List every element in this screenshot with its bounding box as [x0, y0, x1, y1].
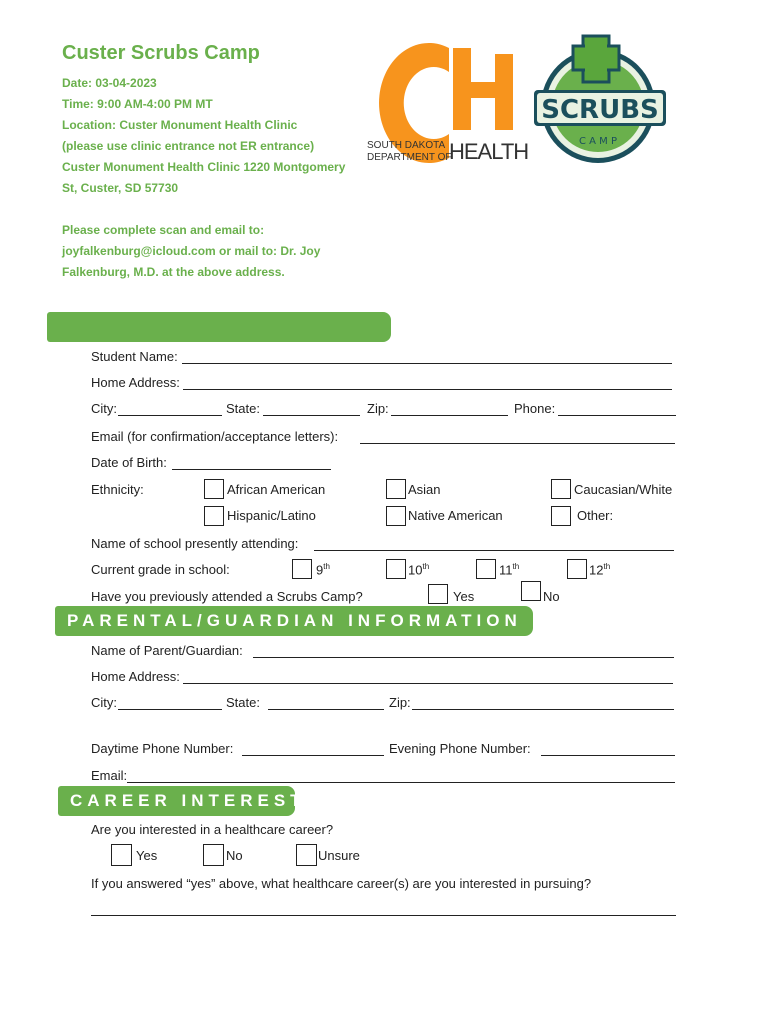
parent-home-address-field[interactable] [183, 683, 673, 684]
city-label: City: [91, 401, 117, 416]
sd-health-logo-line2: DEPARTMENT OF [367, 152, 452, 163]
parent-state-label: State: [226, 695, 260, 710]
grade-12-checkbox[interactable] [567, 559, 587, 579]
scrubs-logo-word: SCRUBS [541, 95, 659, 125]
student-name-field[interactable] [182, 363, 672, 364]
ethnicity-option-hispanic: Hispanic/Latino [227, 508, 316, 523]
previous-yes-checkbox[interactable] [428, 584, 448, 604]
career-question-label: Are you interested in a healthcare career? [91, 822, 334, 837]
ethnicity-hispanic-checkbox[interactable] [204, 506, 224, 526]
career-followup-field[interactable] [91, 915, 676, 916]
state-field[interactable] [263, 415, 360, 416]
parent-state-field[interactable] [268, 709, 384, 710]
city-field[interactable] [118, 415, 222, 416]
page-title: Custer Scrubs Camp [62, 42, 260, 64]
parent-city-field[interactable] [118, 709, 222, 710]
student-section-banner [47, 312, 391, 342]
school-field[interactable] [314, 550, 674, 551]
career-section-banner: CAREER INTEREST [58, 786, 295, 816]
ethnicity-option-other: Other: [577, 508, 614, 523]
previous-no-checkbox[interactable] [521, 581, 541, 601]
career-no-label: No [226, 848, 243, 863]
instructions-line2: joyfalkenburg@icloud.com or mail to: Dr. Joy [62, 244, 321, 258]
clinic-address-line1: Custer Monument Health Clinic 1220 Montgomery [62, 160, 346, 174]
career-yes-checkbox[interactable] [111, 844, 132, 866]
grade-11-label: 11th [499, 562, 520, 578]
parent-city-label: City: [91, 695, 117, 710]
scrubs-camp-logo [528, 34, 670, 166]
email-label: Email (for confirmation/acceptance letters): [91, 429, 339, 444]
zip-label: Zip: [367, 401, 389, 416]
scrubs-camp-logo-badge [528, 34, 670, 166]
entrance-note: (please use clinic entrance not ER entrance) [62, 139, 315, 153]
career-unsure-label: Unsure [318, 848, 360, 863]
daytime-phone-label: Daytime Phone Number: [91, 741, 234, 756]
school-label: Name of school presently attending: [91, 536, 299, 551]
ethnicity-other-checkbox[interactable] [551, 506, 571, 526]
phone-field[interactable] [558, 415, 676, 416]
parent-zip-field[interactable] [412, 709, 674, 710]
sd-health-logo-line1: SOUTH DAKOTA [367, 140, 446, 151]
sd-health-logo-word: HEALTH [449, 139, 529, 164]
career-unsure-checkbox[interactable] [296, 844, 317, 866]
grade-11-checkbox[interactable] [476, 559, 496, 579]
parent-email-label: Email: [91, 768, 128, 783]
career-followup-label: If you answered “yes” above, what healthcare career(s) are you interested in pursuing? [91, 876, 592, 891]
grade-10-label: 10th [408, 562, 430, 578]
sd-health-logo [365, 36, 529, 166]
parent-email-field[interactable] [127, 782, 675, 783]
scrubs-logo-sub: C A M P [578, 136, 618, 147]
instructions-line3: Falkenburg, M.D. at the above address. [62, 265, 285, 279]
parent-home-address-label: Home Address: [91, 669, 180, 684]
parent-name-field[interactable] [253, 657, 674, 658]
previous-attended-label: Have you previously attended a Scrubs Camp? [91, 589, 363, 604]
career-yes-label: Yes [136, 848, 158, 863]
ethnicity-option-asian: Asian [408, 482, 441, 497]
ethnicity-asian-checkbox[interactable] [386, 479, 406, 499]
ethnicity-caucasian-checkbox[interactable] [551, 479, 571, 499]
parent-name-label: Name of Parent/Guardian: [91, 643, 243, 658]
event-time: Time: 9:00 AM-4:00 PM MT [62, 97, 213, 111]
grade-9-checkbox[interactable] [292, 559, 312, 579]
ethnicity-option-native-american: Native American [408, 508, 503, 523]
clinic-address-line2: St, Custer, SD 57730 [62, 181, 179, 195]
grade-10-checkbox[interactable] [386, 559, 406, 579]
evening-phone-label: Evening Phone Number: [389, 741, 531, 756]
dob-field[interactable] [172, 469, 331, 470]
dob-label: Date of Birth: [91, 455, 167, 470]
grade-label: Current grade in school: [91, 562, 230, 577]
email-field[interactable] [360, 443, 675, 444]
parent-zip-label: Zip: [389, 695, 411, 710]
instructions-line1: Please complete scan and email to: [62, 223, 265, 237]
zip-field[interactable] [391, 415, 508, 416]
ethnicity-option-african-american: African American [227, 482, 326, 497]
event-date: Date: 03-04-2023 [62, 76, 157, 90]
ethnicity-native-american-checkbox[interactable] [386, 506, 406, 526]
career-no-checkbox[interactable] [203, 844, 224, 866]
home-address-label: Home Address: [91, 375, 180, 390]
grade-12-label: 12th [589, 562, 611, 578]
previous-no-label: No [543, 589, 560, 604]
student-name-label: Student Name: [91, 349, 178, 364]
previous-yes-label: Yes [453, 589, 475, 604]
daytime-phone-field[interactable] [242, 755, 384, 756]
ethnicity-african-american-checkbox[interactable] [204, 479, 224, 499]
evening-phone-field[interactable] [541, 755, 675, 756]
parent-section-banner: PARENTAL/GUARDIAN INFORMATION [55, 606, 533, 636]
home-address-field[interactable] [183, 389, 672, 390]
event-location: Location: Custer Monument Health Clinic [62, 118, 298, 132]
grade-9-label: 9th [316, 562, 330, 578]
ethnicity-option-caucasian: Caucasian/White [574, 482, 673, 497]
state-label: State: [226, 401, 260, 416]
phone-label: Phone: [514, 401, 556, 416]
ethnicity-label: Ethnicity: [91, 482, 144, 497]
